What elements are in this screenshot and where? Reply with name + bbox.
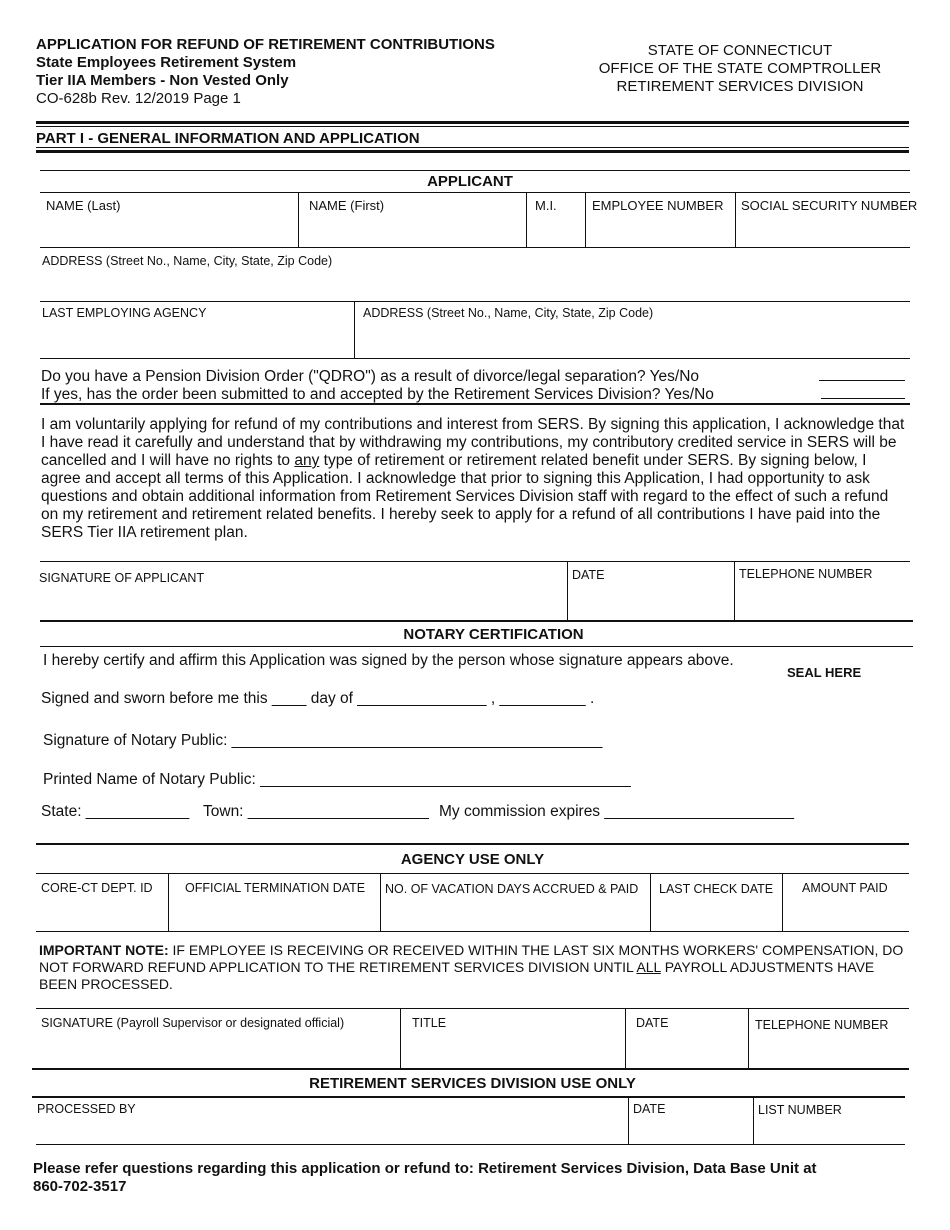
payroll-date-field[interactable]: DATE (636, 1016, 669, 1030)
rsd-title: RETIREMENT SERVICES DIVISION USE ONLY (309, 1075, 636, 1092)
notary-printed-name-line[interactable]: Printed Name of Notary Public: ___________________________________________ (43, 771, 631, 788)
notary-town-line[interactable]: Town: _____________________ (203, 803, 429, 820)
qdro-question-2: If yes, has the order been submitted to and accepted by the Retirement Services Division? Yes/No (41, 386, 714, 403)
divider (585, 192, 586, 248)
divider (32, 1096, 905, 1098)
ssn-field[interactable]: SOCIAL SECURITY NUMBER (741, 198, 918, 213)
part1-rule-top-thin (36, 126, 909, 127)
form-header (36, 36, 495, 108)
form-revision: CO-628b Rev. 12/2019 Page 1 (36, 90, 241, 107)
note-line-2 (39, 959, 919, 976)
applicant-signature-field[interactable]: SIGNATURE OF APPLICANT (39, 571, 205, 585)
processed-by-field[interactable]: PROCESSED BY (37, 1102, 136, 1116)
payroll-telephone-field[interactable]: TELEPHONE NUMBER (755, 1018, 889, 1032)
divider (36, 931, 909, 932)
mi-field[interactable]: M.I. (535, 198, 557, 213)
statement-line-3b: type of retirement or retirement related benefit under SERS. By signing below, I (319, 452, 867, 469)
divider (354, 301, 355, 359)
footer-phone: 860-702-3517 (33, 1178, 127, 1195)
divider (168, 873, 169, 932)
important-note (39, 942, 919, 993)
divider (40, 561, 910, 562)
qdro-question-1: Do you have a Pension Division Order ("QDRO") as a result of divorce/legal separation? Yes/No (41, 368, 700, 385)
applicant-telephone-field[interactable]: TELEPHONE NUMBER (739, 567, 873, 581)
divider (782, 873, 783, 932)
divider (36, 1008, 909, 1009)
note-line-2b: PAYROLL ADJUSTMENTS HAVE (660, 959, 875, 975)
statement-line-6: on my retirement and retirement related benefits. I hereby seek to apply for a refund of all contributions I have paid into the (41, 506, 881, 523)
divider (32, 1068, 909, 1070)
divider (298, 192, 299, 248)
statement-line-2: I have read it carefully and understand that by withdrawing my contributions, my contributory credited service in SERS will be (41, 434, 897, 451)
notary-sworn-line[interactable]: Signed and sworn before me this ____ day of _______________ , __________ . (41, 690, 595, 707)
part1-rule-top (36, 121, 909, 124)
notary-certify-text: I hereby certify and affirm this Application was signed by the person whose signature appears above. (43, 652, 734, 669)
divider (734, 561, 735, 621)
note-line-2-underlined: ALL (636, 959, 661, 975)
notary-title: NOTARY CERTIFICATION (403, 626, 584, 643)
statement-line-3 (41, 452, 916, 470)
footer-note (33, 1160, 817, 1196)
name-first-field[interactable]: NAME (First) (309, 198, 385, 213)
divider (40, 301, 910, 302)
agency-address-field[interactable]: ADDRESS (Street No., Name, City, State, Zip Code) (363, 306, 654, 320)
divider (40, 358, 910, 359)
payroll-title-field[interactable]: TITLE (412, 1016, 447, 1030)
amount-paid-field[interactable]: AMOUNT PAID (802, 881, 888, 895)
divider (40, 620, 913, 622)
agency-title: AGENCY USE ONLY (400, 851, 545, 868)
payroll-signature-field[interactable]: SIGNATURE (Payroll Supervisor or designated official) (41, 1016, 345, 1030)
vacation-days-field[interactable]: NO. OF VACATION DAYS ACCRUED & PAID (385, 882, 639, 896)
notary-state-line[interactable]: State: ____________ (41, 803, 190, 820)
termination-date-field[interactable]: OFFICIAL TERMINATION DATE (185, 881, 366, 895)
applicant-rule-mid (40, 192, 910, 193)
part1-title: PART I - GENERAL INFORMATION AND APPLICATION (36, 130, 420, 147)
office-name: OFFICE OF THE STATE COMPTROLLER (598, 60, 882, 77)
statement-line-5: questions and obtain additional information from Retirement Services Division staff with regard to the effect of such a refund (41, 488, 889, 505)
applicant-rule-top (40, 170, 910, 171)
divider (625, 1008, 626, 1068)
statement-line-3a: cancelled and I will have no rights to (41, 452, 295, 469)
seal-here-label: SEAL HERE (787, 665, 862, 680)
note-bold-label: IMPORTANT NOTE: (39, 942, 169, 958)
applicant-statement (41, 416, 916, 542)
qdro-answer-2-line[interactable] (821, 398, 905, 399)
core-ct-field[interactable]: CORE-CT DEPT. ID (41, 881, 153, 895)
divider (735, 192, 736, 248)
divider (650, 873, 651, 932)
tier-name: Tier IIA Members - Non Vested Only (36, 72, 289, 89)
divider (36, 873, 909, 874)
note-line-1-text: IF EMPLOYEE IS RECEIVING OR RECEIVED WITHIN THE LAST SIX MONTHS WORKERS' COMPENSATION, DO (168, 942, 904, 958)
employee-number-field[interactable]: EMPLOYEE NUMBER (592, 198, 724, 213)
division-name: RETIREMENT SERVICES DIVISION (616, 78, 864, 95)
list-number-field[interactable]: LIST NUMBER (758, 1103, 842, 1117)
divider (753, 1097, 754, 1145)
system-name: State Employees Retirement System (36, 54, 297, 71)
qdro-answer-1-line[interactable] (819, 380, 905, 381)
note-line-1 (39, 942, 919, 959)
part1-rule-bottom-thin (36, 147, 909, 148)
name-last-field[interactable]: NAME (Last) (46, 198, 121, 213)
divider (36, 843, 909, 845)
statement-line-3-underlined: any (294, 452, 320, 469)
divider (748, 1008, 749, 1068)
applicant-title: APPLICANT (427, 173, 513, 190)
statement-line-7: SERS Tier IIA retirement plan. (41, 524, 248, 541)
statement-line-4: agree and accept all terms of this Application. I acknowledge that prior to signing this Application, I had opportunity to ask (41, 470, 870, 487)
divider (526, 192, 527, 248)
divider (628, 1097, 629, 1145)
last-check-date-field[interactable]: LAST CHECK DATE (659, 882, 774, 896)
rsd-date-field[interactable]: DATE (633, 1102, 666, 1116)
divider (380, 873, 381, 932)
agency-header (580, 42, 900, 96)
divider (40, 646, 913, 647)
divider (40, 403, 910, 405)
note-line-3: BEEN PROCESSED. (39, 976, 173, 992)
address-field[interactable]: ADDRESS (Street No., Name, City, State, Zip Code) (42, 254, 333, 268)
applicant-date-field[interactable]: DATE (572, 568, 605, 582)
part1-rule-bottom (36, 150, 909, 153)
footer-line-1: Please refer questions regarding this application or refund to: Retirement Services Division, Data Base Unit at (33, 1160, 817, 1177)
divider (40, 247, 910, 248)
divider (567, 561, 568, 621)
state-name: STATE OF CONNECTICUT (647, 42, 833, 59)
last-agency-field[interactable]: LAST EMPLOYING AGENCY (42, 306, 207, 320)
form-title: APPLICATION FOR REFUND OF RETIREMENT CONTRIBUTIONS (36, 36, 495, 53)
divider (400, 1008, 401, 1068)
notary-commission-line[interactable]: My commission expires ______________________ (439, 803, 795, 820)
statement-line-1: I am voluntarily applying for refund of my contributions and interest from SERS. By signing this application, I acknowledge that (41, 416, 905, 433)
note-line-2a: NOT FORWARD REFUND APPLICATION TO THE RETIREMENT SERVICES DIVISION UNTIL (39, 959, 637, 975)
divider (36, 1144, 905, 1145)
notary-signature-line[interactable]: Signature of Notary Public: ___________________________________________ (43, 732, 603, 749)
